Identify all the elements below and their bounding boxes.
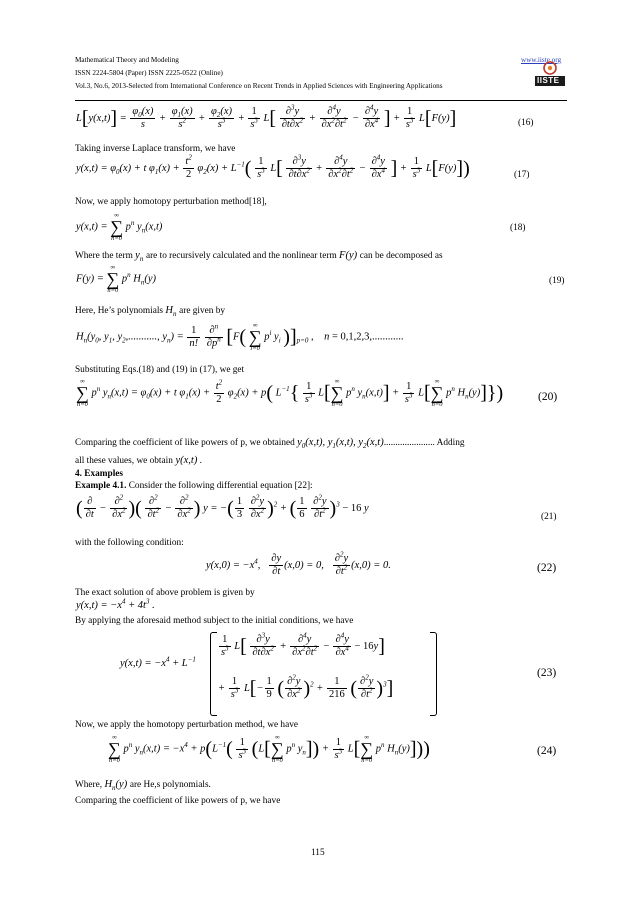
equation-number-17: (17) bbox=[514, 170, 530, 180]
text-where-hn-a: Where, bbox=[75, 780, 103, 790]
equation-23-left-bracket bbox=[210, 632, 217, 716]
section-heading: 4. Examples bbox=[75, 469, 124, 479]
equation-23-row1: $\frac{1}{s^3}$ L[ $\frac{\partial^3y}{\partial t\partial x^2}$ + $\frac{\partial^4y}{\partial x^2\partial t^2}$ − $\frac{\partial^4y}{\partial x^4}$ − 16y] bbox=[221, 631, 385, 658]
equation-23-right-bracket bbox=[430, 632, 437, 716]
text-substituting: Substituting Eqs.(18) and (19) in (17), we get bbox=[75, 365, 245, 375]
text-exact-solution: The exact solution of above problem is given by bbox=[75, 588, 255, 598]
text-he-poly-b: are given by bbox=[179, 306, 226, 316]
text-apply-hpm: Now, we apply homotopy perturbation method[18], bbox=[75, 197, 267, 207]
equation-number-19: (19) bbox=[549, 276, 565, 286]
text-condition: with the following condition: bbox=[75, 538, 184, 548]
logo-text: IISTE bbox=[537, 76, 560, 85]
iiste-logo bbox=[533, 61, 567, 87]
journal-url-link[interactable]: www.iiste.org bbox=[521, 56, 562, 64]
example-label: Example 4.1. bbox=[75, 481, 127, 491]
equation-19: F(y) = ∞ ∑ n=0 $p^n$ $H_n(y)$ bbox=[76, 264, 156, 294]
example-text: Consider the following differential equation [22]: bbox=[126, 481, 313, 491]
text-all-values-label: all these values, we obtain bbox=[75, 456, 173, 466]
text-inverse-laplace: Taking inverse Laplace transform, we have bbox=[75, 144, 236, 154]
equation-17: $y(x,t) = \varphi_0(x) + t$ $\varphi_1(x)$ + $\frac{t^2}{2}$ $\varphi_2(x) + L^{-1}$( $\frac{1}{s^3}$ L[ $\frac{\partial^3y}{\partial t\partial x^2}$ + $\frac{\partial^4y}{\partial x^2\partial t^2}$ − $\frac{\partial^4y}{\partial x^4}$ ] + $\frac{1}{s^3}$ L[F(y)]) bbox=[76, 153, 470, 180]
equation-16: L[y(x,t)] = $\frac{\varphi_0(x)}{s}$ + $\frac{\varphi_1(x)}{s^2}$ + $\frac{\varphi_2(x)}{s^3}$ + $\frac{1}{s^3}$ L[ $\frac{\partial^3y}{\partial t\partial x^2}$ + $\frac{\partial^4y}{\partial x^2\partial t^2}$ − $\frac{\partial^4y}{\partial x^4}$ ] + $\frac{1}{s^3}$ L[F(y)] bbox=[76, 103, 457, 130]
equation-number-20: (20) bbox=[538, 391, 558, 403]
equation-number-16: (16) bbox=[518, 118, 534, 128]
equation-number-23: (23) bbox=[537, 667, 557, 679]
equation-number-18: (18) bbox=[510, 223, 526, 233]
page-number: 115 bbox=[311, 848, 325, 858]
example-line bbox=[75, 481, 313, 492]
text-comparing-a: Comparing the coefficient of like powers of p, we obtained bbox=[75, 438, 295, 448]
equation-24: ∞ ∑ n=0 $p^n$ $y_n(x,t) = -x^4 + p(L^{-1}$( $\frac{1}{s^3}$ (L[ ∞ ∑ n=0 $p^n$ $y_n$]) + $\frac{1}{s^3}$ L[ ∞ ∑ n=0 $p^n$ $H_n(y)$])) bbox=[108, 734, 430, 764]
text-apply-hpm2: Now, we apply the homotopy perturbation method, we have bbox=[75, 720, 298, 730]
header-rule bbox=[75, 100, 567, 101]
equation-23-row2: + $\frac{1}{s^3}$ L[− $\frac{1}{9}$ ( $\frac{\partial^2y}{\partial x^2}$ )$^2$ + $\frac{1}{216}$ ( $\frac{\partial^2y}{\partial t^2}$ )$^3$] bbox=[218, 673, 394, 700]
text-he-poly: Here, He’s polynomials $H_n$ are given by bbox=[75, 305, 226, 319]
volume-line: Vol.3, No.6, 2013-Selected from International Conference on Recent Trends in Applied Sciences with Engineering Applications bbox=[75, 82, 443, 90]
equation-he-polynomials: $H_n(y_0$, $y_1$, $y_2$,..........., $y_n$) = $\frac{1}{n!}$ $\frac{\partial^n}{\partial p^n}$ [F( ∞ ∑ i=0 $p^i$ $y_i$ )]$_{p=0}$ , n = 0,1,2,3,............ bbox=[76, 322, 404, 352]
equation-18: y(x,t) = ∞ ∑ n=0 $p^n$ $y_n(x,t)$ bbox=[76, 212, 163, 242]
text-all-values: all these values, we obtain y(x,t) . bbox=[75, 455, 202, 466]
equation-exact: $y(x,t) = -x^4 + 4t^3$ . bbox=[76, 597, 155, 611]
text-where-term: Where the term $y_n$ are to recursively calculated and the nonlinear term F(y) can be decomposed as bbox=[75, 250, 443, 264]
text-where-term-b: are to recursively calculated and the nonlinear term bbox=[145, 251, 337, 261]
text-comparing-final: Comparing the coefficient of like powers of p, we have bbox=[75, 796, 281, 806]
text-where-term-a: Where the term bbox=[75, 251, 133, 261]
text-comparing: Comparing the coefficient of like powers of p, we obtained $y_0(x,t)$, $y_1(x,t)$, $y_2(x,t)$...................... Adding bbox=[75, 437, 465, 451]
equation-20: ∞ ∑ n=0 $p^n$ $y_n(x,t) = \varphi_0(x) + t$ $\varphi_1(x)$ + $\frac{t^2}{2}$ $\varphi_2(x) + p$( $L^{-1}${ $\frac{1}{s^3}$ L[ ∞ ∑ n=0 $p^n$ $y_n(x,t)$] + $\frac{1}{s^3}$ L[ ∞ ∑ n=0 $p^n$ $H_n(y)$]}) bbox=[76, 378, 504, 408]
text-where-hn: Where, $H_n(y)$ are He,s polynomials. bbox=[75, 779, 211, 793]
equation-21: ( $\frac{\partial}{\partial t}$ − $\frac{\partial^2}{\partial x^2}$ )( $\frac{\partial^2}{\partial t^2}$ − $\frac{\partial^2}{\partial x^2}$ ) y = −( $\frac{1}{3}$ $\frac{\partial^2y}{\partial x^2}$ )$^2$ + ( $\frac{1}{6}$ $\frac{\partial^2y}{\partial t^2}$ )$^3$ − 16 y bbox=[76, 493, 369, 520]
text-where-term-c: can be decomposed as bbox=[359, 251, 443, 261]
equation-22: $y(x,0) = -x^4$, $\frac{\partial y}{\partial t}$ (x,0) = 0, $\frac{\partial^2y}{\partial t^2}$ (x,0) = 0. bbox=[206, 550, 391, 577]
issn-line: ISSN 2224-5804 (Paper) ISSN 2225-0522 (Online) bbox=[75, 69, 223, 77]
text-comparing-b: Adding bbox=[436, 438, 465, 448]
equation-number-21: (21) bbox=[541, 512, 557, 522]
equation-number-24: (24) bbox=[537, 745, 557, 757]
text-he-poly-a: Here, He’s polynomials bbox=[75, 306, 164, 316]
text-where-hn-b: are He,s polynomials. bbox=[129, 780, 211, 790]
equation-23-lhs: $y(x,t) = -x^4 + L^{-1}$ bbox=[120, 655, 196, 669]
equation-number-22: (22) bbox=[537, 562, 557, 574]
text-aforesaid: By applying the aforesaid method subject to the initial conditions, we have bbox=[75, 616, 354, 626]
journal-title: Mathematical Theory and Modeling bbox=[75, 56, 179, 64]
